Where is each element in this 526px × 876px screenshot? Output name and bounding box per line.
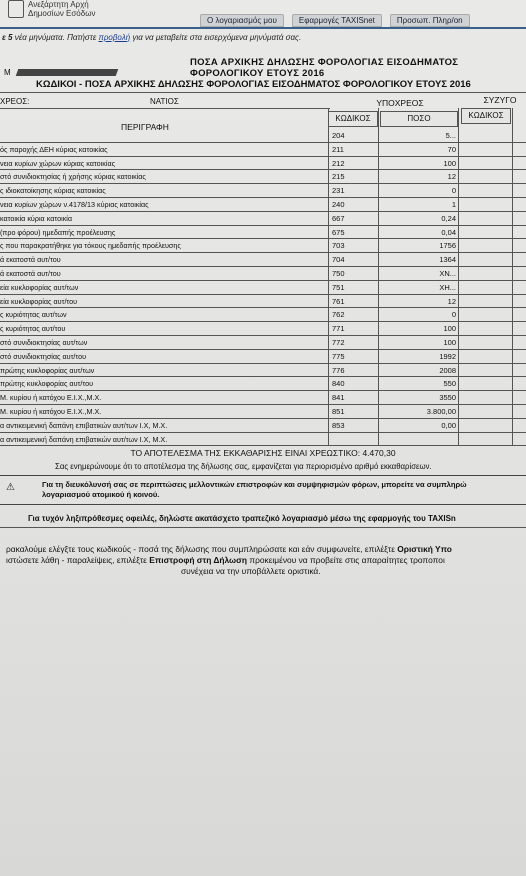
row-divider — [0, 197, 526, 198]
row-code: 851 — [332, 407, 345, 416]
nav-my-account[interactable]: Ο λογαριασμός μου — [200, 14, 284, 27]
row-divider — [0, 156, 526, 157]
header-divider-row — [0, 108, 330, 109]
row-divider — [0, 335, 526, 336]
logo-line1: Ανεξάρτητη Αρχή — [28, 0, 89, 9]
header-code: ΚΩΔΙΚΟΣ — [328, 111, 378, 127]
row-code: 212 — [332, 158, 345, 168]
row-amount: 100 — [443, 158, 456, 168]
view-messages-link[interactable]: προβολή — [98, 33, 131, 42]
header-spouse: ΣΥΖΥΓΟ — [483, 95, 517, 105]
row-code: 667 — [332, 213, 345, 223]
header-amount: ΠΟΣΟ — [380, 111, 458, 127]
row-code: 675 — [332, 227, 345, 237]
row-amount: 100 — [443, 324, 456, 334]
row-code: 240 — [332, 200, 345, 209]
taxpayer-label: ΧΡΕΟΣ: — [0, 97, 30, 106]
row-divider — [0, 280, 526, 281]
row-divider — [0, 376, 526, 377]
message-text-b: για να μεταβείτε στα εισερχόμενα μηνύματά σας. — [132, 33, 302, 42]
header-divider — [0, 27, 526, 29]
row-description: ς κυριότητας αυτ/του — [0, 324, 66, 334]
header-taxpayer: ΥΠΟΧΡΕΟΣ — [376, 98, 424, 108]
row-amount: 2008 — [439, 365, 456, 375]
row-code: 841 — [332, 393, 345, 403]
row-code: 704 — [332, 255, 345, 265]
row-divider — [0, 211, 526, 212]
row-amount: 0,24 — [441, 213, 456, 223]
row-amount: XN... — [439, 269, 456, 278]
row-divider — [0, 252, 526, 253]
col-line-amount-right — [458, 108, 459, 445]
final-line2b: προκειμένου να προβείτε στις απαραίτητες τροποποι — [249, 555, 445, 565]
row-code: 204 — [332, 131, 345, 140]
taxpayer-name-fragment: ΝΑΤΙΟΣ — [150, 97, 179, 106]
row-divider — [0, 363, 526, 364]
col-line-code-right — [378, 108, 379, 445]
user-prefix: Μ — [4, 68, 11, 77]
final-instructions — [6, 544, 452, 577]
row-description: στό συνιδιοκτησίας αυτ/του — [0, 351, 87, 361]
col-line-code-left — [328, 108, 329, 445]
row-code: 771 — [332, 324, 345, 334]
row-divider — [0, 225, 526, 226]
row-code: 703 — [332, 241, 345, 251]
row-divider — [0, 294, 526, 295]
top-navigation — [200, 14, 470, 27]
row-divider — [0, 432, 526, 433]
row-code: 772 — [332, 338, 345, 347]
row-amount: 1 — [451, 200, 456, 209]
table-top-border — [0, 92, 526, 93]
codes-title: ΚΩΔΙΚΟΙ - ΠΟΣΑ ΑΡΧΙΚΗΣ ΔΗΛΩΣΗΣ ΦΟΡΟΛΟΓΙΑΣ ΕΙΣΟΔΗΜΑΤΟΣ ΦΟΡΟΛΟΓΙΚΟΥ ΕΤΟΥΣ 2016 — [36, 79, 471, 90]
row-code: 231 — [332, 186, 345, 196]
row-amount: 0,00 — [441, 420, 456, 430]
redacted-name — [16, 69, 119, 76]
document-title: ΠΟΣΑ ΑΡΧΙΚΗΣ ΔΗΛΩΣΗΣ ΦΟΡΟΛΟΓΙΑΣ ΕΙΣΟΔΗΜΑΤΟΣ ΦΟΡΟΛΟΓΙΚΟΥ ΕΤΟΥΣ 2016 — [190, 57, 459, 79]
row-description: Μ. κυρίου ή κατόχου Ε.Ι.Χ.,Μ.Χ. — [0, 407, 102, 416]
warning-text — [42, 480, 467, 500]
row-amount: 1364 — [439, 255, 456, 265]
row-description: εία κυκλοφορίας αυτ/του — [0, 296, 78, 306]
row-divider — [0, 321, 526, 322]
row-description: Μ. κυρίου ή κατόχου Ε.Ι.Χ.,Μ.Χ. — [0, 393, 102, 403]
row-description: α αντικειμενική δαπάνη επιβατικών αυτ/των Ι.Χ, Μ.Χ. — [0, 420, 168, 430]
logo-line2: Δημοσίων Εσόδων — [28, 9, 96, 18]
header-code-spouse: ΚΩΔΙΚΟΣ — [461, 108, 511, 124]
row-amount: 70 — [447, 144, 456, 154]
row-divider — [0, 169, 526, 170]
row-description: ός παροχής ΔΕΗ κύριας κατοικίας — [0, 144, 108, 154]
nav-taxisnet-apps[interactable]: Εφαρμογές TAXISnet — [292, 14, 382, 27]
row-code: 211 — [332, 144, 344, 154]
row-code: 751 — [332, 282, 345, 292]
row-description: α αντικειμενική δαπάνη επιβατικών αυτ/των Ι.Χ, Μ.Χ. — [0, 434, 168, 444]
emblem-icon — [8, 0, 24, 18]
aade-logo — [28, 0, 95, 18]
final-line3: συνέχεια να την υποβάλλετε οριστικά. — [181, 566, 321, 576]
user-line — [4, 68, 117, 77]
row-amount: 0 — [451, 186, 456, 196]
warning-line1: Για τη διευκόλυνσή σας σε περιπτώσεις μελλοντικών επιστροφών και συμψηφισμών φόρων, μπορείτε να συμπληρώ — [42, 480, 467, 489]
row-description: εία κυκλοφορίας αυτ/των — [0, 282, 79, 292]
row-code: 840 — [332, 379, 345, 389]
note-line: Σας ενημερώνουμε ότι το αποτέλεσμα της δήλωσης σας, εμφανίζεται για περιορισμένο αριθμό εκκαθαρίσεων. — [55, 462, 432, 471]
row-amount: 1992 — [439, 351, 456, 361]
row-amount: 0,04 — [441, 227, 456, 237]
iban-notice: Για τυχόν ληξιπρόθεσμες οφειλές, δηλώστε ακατάσχετο τραπεζικό λογαριασμό μέσω της εφαρμογής του TAXISn — [28, 514, 456, 523]
row-code: 775 — [332, 351, 345, 361]
row-divider — [0, 307, 526, 308]
row-description: πρώτης κυκλοφορίας αυτ/των — [0, 365, 95, 375]
final-line2: ιστώσετε λάθη - παραλείψεις, επιλέξτε — [6, 555, 147, 565]
row-code: 761 — [332, 296, 345, 306]
row-code: 762 — [332, 310, 345, 320]
row-amount: 550 — [443, 379, 456, 389]
message-bar — [2, 33, 301, 42]
row-description: ς κυριότητας αυτ/των — [0, 310, 67, 320]
row-divider — [0, 183, 526, 184]
row-amount: 0 — [451, 310, 456, 320]
row-description: ά εκατοστά αυτ/του — [0, 255, 61, 265]
result-line: ΤΟ ΑΠΟΤΕΛΕΣΜΑ ΤΗΣ ΕΚΚΑΘΑΡΙΣΗΣ ΕΙΝΑΙ ΧΡΕΩΣΤΙΚΟ: 4.470,30 — [130, 448, 396, 458]
message-count: ε 5 — [2, 33, 13, 42]
final-return-link[interactable]: Επιστροφή στη Δήλωση — [149, 555, 247, 565]
row-amount: 1756 — [439, 241, 456, 251]
row-divider — [0, 390, 526, 391]
final-line1: ρακαλούμε ελέγξτε τους κωδικούς - ποσά της δήλωσης που συμπληρώσατε και εάν συμφωνείτε, επιλέξτε — [6, 544, 395, 554]
final-submit-link[interactable]: Οριστική Υπο — [397, 544, 452, 554]
row-description: (προ φόρου) ημεδαπής προέλευσης — [0, 227, 116, 237]
row-description: ά εκατοστά αυτ/του — [0, 269, 61, 278]
row-amount: 5... — [445, 131, 456, 140]
row-description: στό συνιδιοκτησίας ή χρήσης κύριας κατοικίας — [0, 172, 146, 182]
row-description: πρώτης κυκλοφορίας αυτ/του — [0, 379, 94, 389]
row-amount: 12 — [447, 172, 456, 182]
row-description: ς ιδιοκατοίκησης κύριας κατοικίας — [0, 186, 106, 196]
row-divider — [0, 266, 526, 267]
row-divider — [0, 418, 526, 419]
row-code: 750 — [332, 269, 345, 278]
row-description: στό συνιδιοκτησίας αυτ/των — [0, 338, 88, 347]
header-description: ΠΕΡΙΓΡΑΦΗ — [121, 122, 169, 132]
row-amount: XH... — [439, 282, 456, 292]
row-divider — [0, 349, 526, 350]
message-text-a: νέα μηνύματα. Πατήστε — [14, 33, 97, 42]
row-code: 215 — [332, 172, 345, 182]
row-divider — [0, 142, 526, 143]
row-description: νεια κυρίων χώρων ν.4178/13 κύριας κατοικίας — [0, 200, 149, 209]
row-divider — [0, 445, 526, 446]
col-line-spouse-right — [512, 108, 513, 445]
iban-divider — [0, 527, 526, 528]
nav-personal-info[interactable]: Προσωπ. Πληρ/on — [390, 14, 470, 27]
warning-icon: ⚠ — [6, 482, 15, 493]
warning-line2: λογαριασμού ατομικού ή κοινού. — [42, 490, 160, 499]
row-amount: 3.800,00 — [426, 407, 456, 416]
row-amount: 3550 — [439, 393, 456, 403]
row-code: 776 — [332, 365, 345, 375]
row-code: 853 — [332, 420, 345, 430]
row-description: ς που παρακρατήθηκε για τόκους ημεδαπής προέλευσης — [0, 241, 181, 251]
row-divider — [0, 404, 526, 405]
row-description: νεια κυρίων χώρων κύριας κατοικίας — [0, 158, 116, 168]
row-description: κατοικία κύρια κατοικία — [0, 213, 73, 223]
row-amount: 100 — [443, 338, 456, 347]
row-divider — [0, 238, 526, 239]
row-amount: 12 — [447, 296, 456, 306]
